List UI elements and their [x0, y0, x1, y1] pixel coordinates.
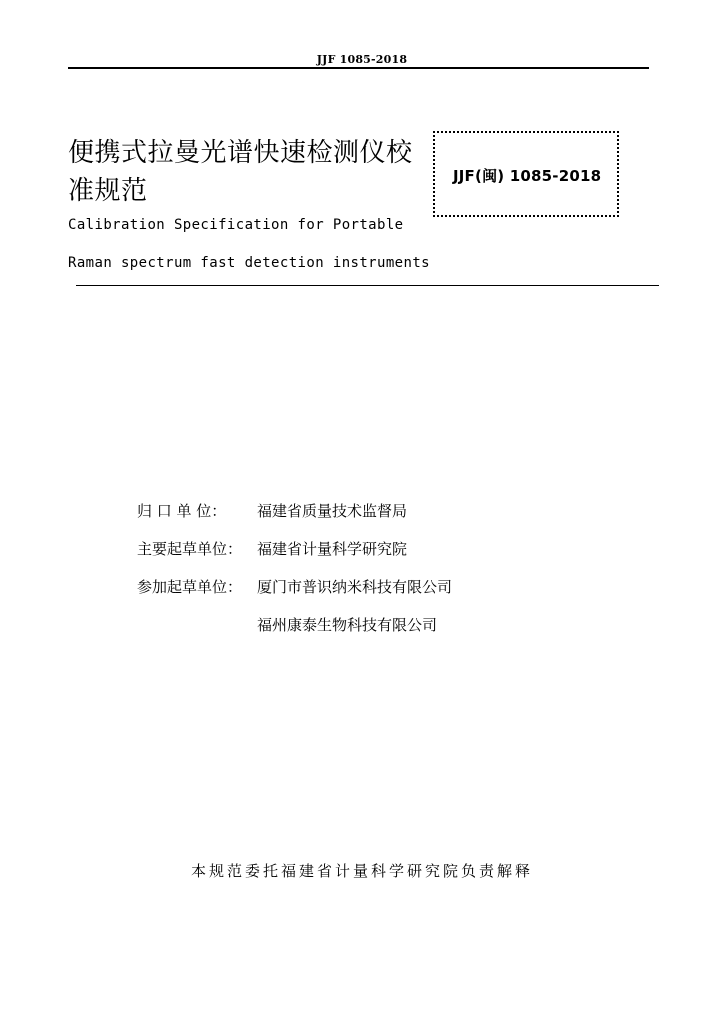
- info-label: 参加起草单位：: [137, 578, 243, 596]
- title-english-line-2: Raman spectrum fast detection instruments: [68, 255, 430, 271]
- info-value: 福建省质量技术监督局: [257, 502, 408, 520]
- info-value: 福建省计量科学研究院: [257, 540, 408, 558]
- info-label: 主要起草单位：: [137, 540, 243, 558]
- header-rule: [68, 67, 649, 69]
- info-label: 归 口 单 位：: [137, 502, 227, 520]
- title-chinese-line-1: 便携式拉曼光谱快速检测仪校: [68, 138, 413, 168]
- separator-rule: [76, 285, 659, 286]
- info-value: 厦门市普识纳米科技有限公司: [257, 578, 453, 596]
- info-value: 福州康泰生物科技有限公司: [257, 616, 438, 634]
- standard-code-box-text: JJF(闽) 1085-2018: [453, 167, 602, 185]
- title-chinese-line-2: 准规范: [68, 176, 148, 206]
- title-chinese: [68, 134, 428, 210]
- header-standard-code: JJF 1085-2018: [316, 53, 408, 66]
- title-english-line-1: Calibration Specification for Portable: [68, 217, 404, 233]
- footer-interpretation-note: 本规范委托福建省计量科学研究院负责解释: [190, 862, 533, 880]
